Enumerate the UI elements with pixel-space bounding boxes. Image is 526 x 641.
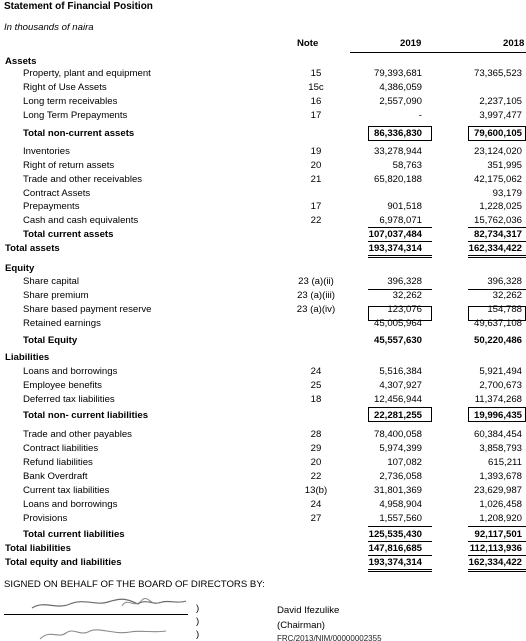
row-label: Assets bbox=[5, 56, 37, 67]
total-rule bbox=[468, 257, 526, 258]
row-note: 29 bbox=[310, 443, 322, 454]
row-value-2019: 2,736,058 bbox=[379, 471, 422, 482]
row-label: Inventories bbox=[23, 146, 70, 157]
signature-paren: ) bbox=[196, 616, 200, 627]
row-label: Current tax liabilities bbox=[23, 485, 110, 496]
row-value-2019: 65,820,188 bbox=[373, 174, 422, 185]
total-rule bbox=[468, 555, 526, 556]
table-row bbox=[0, 200, 526, 214]
table-row bbox=[0, 379, 526, 393]
row-value-2018: 162,334,422 bbox=[468, 557, 522, 568]
total-rule bbox=[368, 255, 432, 256]
total-rule bbox=[468, 255, 526, 256]
table-row bbox=[0, 187, 526, 201]
column-header-2018: 2018 bbox=[503, 38, 525, 49]
subtotal-box bbox=[468, 126, 526, 141]
row-label: Contract Assets bbox=[23, 188, 91, 199]
signature-paren: ) bbox=[196, 603, 200, 614]
total-rule bbox=[468, 526, 526, 527]
row-value-2018: 79,600,105 bbox=[473, 128, 522, 139]
row-value-2018: 112,113,936 bbox=[469, 543, 522, 554]
row-value-2019: 33,278,944 bbox=[373, 146, 422, 157]
total-rule bbox=[468, 571, 526, 572]
table-row bbox=[0, 365, 526, 379]
row-value-2019: 193,374,314 bbox=[368, 557, 422, 568]
signer-frc: FRC/2013/NIM/00000002355 bbox=[277, 634, 382, 641]
table-row bbox=[0, 228, 526, 242]
row-note: 28 bbox=[310, 429, 322, 440]
row-value-2018: 162,334,422 bbox=[468, 243, 522, 254]
row-note: 17 bbox=[310, 110, 322, 121]
column-header-2019: 2019 bbox=[400, 38, 422, 49]
row-note: 20 bbox=[310, 160, 322, 171]
signer-name: David Ifezulike bbox=[277, 605, 340, 616]
row-value-2018: 15,762,036 bbox=[473, 215, 522, 226]
row-value-2018: 1,208,920 bbox=[479, 513, 522, 524]
total-rule bbox=[368, 289, 432, 290]
currency-subtitle: In thousands of naira bbox=[4, 22, 94, 33]
total-rule bbox=[368, 257, 432, 258]
row-value-2018: 92,117,501 bbox=[474, 529, 522, 540]
row-value-2019: 1,557,560 bbox=[379, 513, 422, 524]
subtotal-box bbox=[368, 306, 432, 321]
row-label: Provisions bbox=[23, 513, 68, 524]
row-value-2018: 3,997,477 bbox=[479, 110, 522, 121]
row-note: 13(b) bbox=[304, 485, 328, 496]
row-value-2019: 396,328 bbox=[387, 276, 422, 287]
row-note: 24 bbox=[310, 499, 322, 510]
row-label: Loans and borrowings bbox=[23, 366, 118, 377]
row-value-2019: 193,374,314 bbox=[368, 243, 422, 254]
row-value-2018: 93,179 bbox=[492, 188, 522, 199]
row-note: 23 (a)(ii) bbox=[298, 276, 334, 287]
row-value-2018: 60,384,454 bbox=[473, 429, 522, 440]
table-row bbox=[0, 109, 526, 123]
row-value-2018: 154,788 bbox=[487, 304, 522, 315]
row-label: Share premium bbox=[23, 290, 89, 301]
row-note: 24 bbox=[310, 366, 322, 377]
row-value-2019: 31,801,369 bbox=[373, 485, 422, 496]
row-label: Share capital bbox=[23, 276, 79, 287]
table-row bbox=[0, 393, 526, 407]
row-value-2019: 901,518 bbox=[387, 201, 422, 212]
table-row bbox=[0, 67, 526, 81]
row-label: Prepayments bbox=[23, 201, 80, 212]
table-row bbox=[0, 528, 526, 542]
row-value-2018: 19,996,435 bbox=[473, 410, 522, 421]
row-value-2018: 3,858,793 bbox=[479, 443, 522, 454]
subtotal-box bbox=[468, 407, 526, 422]
row-value-2018: 49,637,108 bbox=[473, 318, 522, 329]
row-value-2018: 1,393,678 bbox=[479, 471, 522, 482]
row-value-2018: 1,228,025 bbox=[479, 201, 522, 212]
row-value-2018: 615,211 bbox=[488, 457, 522, 468]
row-label: Right of return assets bbox=[23, 160, 115, 171]
table-row bbox=[0, 159, 526, 173]
row-label: Refund liabilities bbox=[23, 457, 93, 468]
row-value-2019: 12,456,944 bbox=[373, 394, 422, 405]
row-value-2018: 2,237,105 bbox=[479, 96, 522, 107]
row-label: Total assets bbox=[5, 243, 60, 254]
row-note: 22 bbox=[310, 215, 322, 226]
total-rule bbox=[468, 289, 526, 290]
row-value-2018: 32,262 bbox=[492, 290, 522, 301]
table-row bbox=[0, 442, 526, 456]
row-value-2019: 5,516,384 bbox=[379, 366, 422, 377]
total-rule bbox=[368, 569, 432, 570]
row-label: Employee benefits bbox=[23, 380, 102, 391]
signature-scribble bbox=[20, 625, 180, 641]
row-value-2019: 107,082 bbox=[387, 457, 422, 468]
table-row bbox=[0, 470, 526, 484]
table-row bbox=[0, 351, 526, 365]
row-note: 17 bbox=[310, 201, 322, 212]
row-value-2018: 73,365,523 bbox=[473, 68, 522, 79]
table-row bbox=[0, 542, 526, 556]
table-row bbox=[0, 409, 526, 423]
total-rule bbox=[368, 241, 432, 242]
signature-line bbox=[4, 614, 188, 615]
row-value-2019: 79,393,681 bbox=[373, 68, 422, 79]
table-row bbox=[0, 556, 526, 570]
row-value-2019: 58,763 bbox=[392, 160, 422, 171]
row-note: 15 bbox=[310, 68, 322, 79]
row-note: 18 bbox=[310, 394, 322, 405]
table-row bbox=[0, 145, 526, 159]
table-row bbox=[0, 303, 526, 317]
row-value-2019: 45,557,630 bbox=[373, 335, 422, 346]
row-value-2019: 123,076 bbox=[387, 304, 422, 315]
row-label: Contract liabilities bbox=[23, 443, 99, 454]
row-value-2019: 125,535,430 bbox=[368, 529, 422, 540]
total-rule bbox=[368, 526, 432, 527]
row-label: Total current liabilities bbox=[23, 529, 125, 540]
row-label: Long Term Prepayments bbox=[23, 110, 128, 121]
row-label: Loans and borrowings bbox=[23, 499, 118, 510]
row-value-2018: 50,220,486 bbox=[473, 335, 522, 346]
row-value-2018: 351,995 bbox=[487, 160, 522, 171]
row-note: 27 bbox=[310, 513, 322, 524]
row-value-2018: 23,629,987 bbox=[473, 485, 522, 496]
row-value-2018: 1,026,458 bbox=[479, 499, 522, 510]
row-note: 22 bbox=[310, 471, 322, 482]
row-value-2018: 23,124,020 bbox=[473, 146, 522, 157]
total-rule bbox=[468, 227, 526, 228]
subtotal-box bbox=[368, 407, 432, 422]
row-value-2018: 2,700,673 bbox=[479, 380, 522, 391]
table-row bbox=[0, 334, 526, 348]
row-value-2019: 86,336,830 bbox=[373, 128, 422, 139]
row-label: Cash and cash equivalents bbox=[23, 215, 139, 226]
row-label: Total non- current liabilities bbox=[23, 410, 149, 421]
row-label: Liabilities bbox=[5, 352, 50, 363]
column-header-note: Note bbox=[297, 38, 319, 49]
signer-title: (Chairman) bbox=[277, 620, 325, 631]
row-note: 15c bbox=[308, 82, 324, 93]
table-row bbox=[0, 173, 526, 187]
row-value-2019: 4,386,059 bbox=[379, 82, 422, 93]
total-rule bbox=[468, 569, 526, 570]
row-value-2019: 4,958,904 bbox=[379, 499, 422, 510]
statement-title: Statement of Financial Position bbox=[4, 1, 153, 12]
row-label: Equity bbox=[5, 263, 35, 274]
row-label: Retained earnings bbox=[23, 318, 101, 329]
table-row bbox=[0, 95, 526, 109]
row-value-2019: 4,307,927 bbox=[379, 380, 422, 391]
row-note: 23 (a)(iii) bbox=[297, 290, 335, 301]
row-label: Total Equity bbox=[23, 335, 78, 346]
row-label: Right of Use Assets bbox=[23, 82, 107, 93]
table-row bbox=[0, 81, 526, 95]
header-rule bbox=[350, 52, 526, 53]
row-label: Property, plant and equipment bbox=[23, 68, 151, 79]
total-rule bbox=[368, 571, 432, 572]
row-note: 16 bbox=[310, 96, 322, 107]
row-value-2019: 45,005,964 bbox=[373, 318, 422, 329]
total-rule bbox=[368, 541, 432, 542]
table-row bbox=[0, 127, 526, 141]
row-note: 25 bbox=[310, 380, 322, 391]
total-rule bbox=[468, 241, 526, 242]
table-row bbox=[0, 512, 526, 526]
total-rule bbox=[368, 555, 432, 556]
row-value-2018: 5,921,494 bbox=[479, 366, 522, 377]
total-rule bbox=[468, 541, 526, 542]
row-value-2019: 5,974,399 bbox=[379, 443, 422, 454]
table-row bbox=[0, 262, 526, 276]
row-label: Total non-current assets bbox=[23, 128, 135, 139]
table-row bbox=[0, 289, 526, 303]
row-label: Trade and other payables bbox=[23, 429, 132, 440]
table-row bbox=[0, 242, 526, 256]
row-label: Deferred tax liabilities bbox=[23, 394, 115, 405]
row-value-2019: 78,400,058 bbox=[373, 429, 422, 440]
board-signature-heading: SIGNED ON BEHALF OF THE BOARD OF DIRECTORS BY: bbox=[4, 579, 265, 590]
row-note: 19 bbox=[310, 146, 322, 157]
row-value-2019: 6,978,071 bbox=[379, 215, 422, 226]
table-row bbox=[0, 428, 526, 442]
table-row bbox=[0, 484, 526, 498]
row-label: Bank Overdraft bbox=[23, 471, 88, 482]
row-label: Long term receivables bbox=[23, 96, 118, 107]
row-label: Share based payment reserve bbox=[23, 304, 152, 315]
row-value-2019: 107,037,484 bbox=[368, 229, 422, 240]
row-value-2019: 32,262 bbox=[392, 290, 422, 301]
table-row bbox=[0, 498, 526, 512]
row-value-2019: 147,816,685 bbox=[368, 543, 422, 554]
row-note: 23 (a)(iv) bbox=[296, 304, 336, 315]
signature-paren: ) bbox=[196, 629, 200, 640]
row-label: Trade and other receivables bbox=[23, 174, 143, 185]
row-label: Total liabilities bbox=[5, 543, 71, 554]
row-value-2018: 82,734,317 bbox=[473, 229, 522, 240]
row-value-2018: 396,328 bbox=[487, 276, 522, 287]
total-rule bbox=[368, 227, 432, 228]
row-value-2018: 11,374,268 bbox=[474, 394, 522, 405]
row-value-2019: - bbox=[418, 110, 422, 121]
row-value-2019: 2,557,090 bbox=[379, 96, 422, 107]
row-label: Total current assets bbox=[23, 229, 114, 240]
table-row bbox=[0, 317, 526, 331]
subtotal-box bbox=[368, 126, 432, 141]
table-row bbox=[0, 456, 526, 470]
table-row bbox=[0, 275, 526, 289]
row-note: 21 bbox=[310, 174, 322, 185]
subtotal-box bbox=[468, 306, 526, 321]
table-row bbox=[0, 214, 526, 228]
row-note: 20 bbox=[310, 457, 322, 468]
row-label: Total equity and liabilities bbox=[5, 557, 122, 568]
row-value-2019: 22,281,255 bbox=[373, 410, 422, 421]
row-value-2018: 42,175,062 bbox=[473, 174, 522, 185]
signature-scribble bbox=[4, 592, 194, 614]
